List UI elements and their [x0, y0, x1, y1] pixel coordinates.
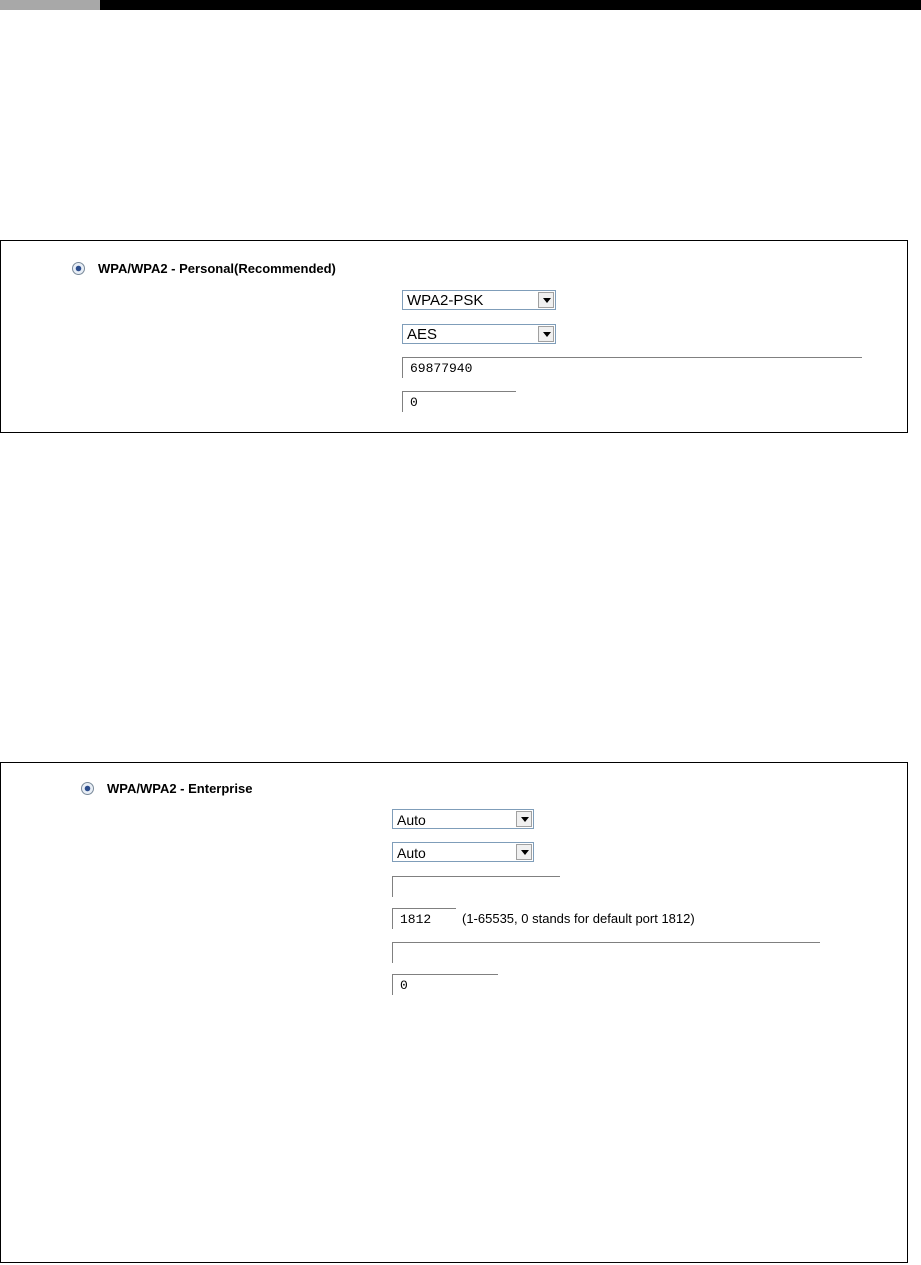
wpa-enterprise-radio[interactable]: [81, 782, 94, 795]
enterprise-auth-type-value: Auto: [397, 812, 426, 828]
chevron-down-icon[interactable]: [516, 844, 532, 860]
header-accent-block: [0, 0, 100, 10]
personal-encryption-value: AES: [407, 326, 438, 343]
radius-ip-input[interactable]: [392, 876, 560, 897]
wpa-personal-panel: [0, 240, 908, 433]
wpa-enterprise-panel: [0, 762, 908, 1263]
enterprise-group-key-input[interactable]: [392, 974, 498, 995]
personal-auth-type-select[interactable]: [402, 290, 556, 310]
top-header-bar: [0, 0, 921, 10]
enterprise-group-key-value: 0: [400, 978, 408, 993]
personal-group-key-input[interactable]: [402, 391, 516, 412]
radius-port-value: 1812: [400, 912, 432, 927]
chevron-down-icon[interactable]: [538, 326, 554, 342]
personal-auth-type-value: WPA2-PSK: [407, 292, 484, 309]
wpa-personal-option[interactable]: [72, 261, 336, 276]
personal-group-key-value: 0: [410, 395, 418, 410]
wireless-password-input[interactable]: [402, 357, 862, 378]
wireless-password-value: 69877940: [410, 361, 473, 376]
enterprise-encryption-value: Auto: [397, 845, 426, 861]
wpa-personal-radio[interactable]: [72, 262, 85, 275]
wpa-enterprise-label: WPA/WPA2 - Enterprise: [107, 781, 253, 796]
radius-port-input[interactable]: [392, 908, 456, 929]
chevron-down-icon[interactable]: [538, 292, 554, 308]
enterprise-auth-type-select[interactable]: [392, 809, 534, 829]
radius-port-hint: (1-65535, 0 stands for default port 1812): [462, 911, 695, 926]
wpa-personal-label: WPA/WPA2 - Personal(Recommended): [98, 261, 336, 276]
radius-password-input[interactable]: [392, 942, 820, 963]
personal-encryption-select[interactable]: [402, 324, 556, 344]
enterprise-encryption-select[interactable]: [392, 842, 534, 862]
chevron-down-icon[interactable]: [516, 811, 532, 827]
wpa-enterprise-option[interactable]: [81, 781, 252, 796]
